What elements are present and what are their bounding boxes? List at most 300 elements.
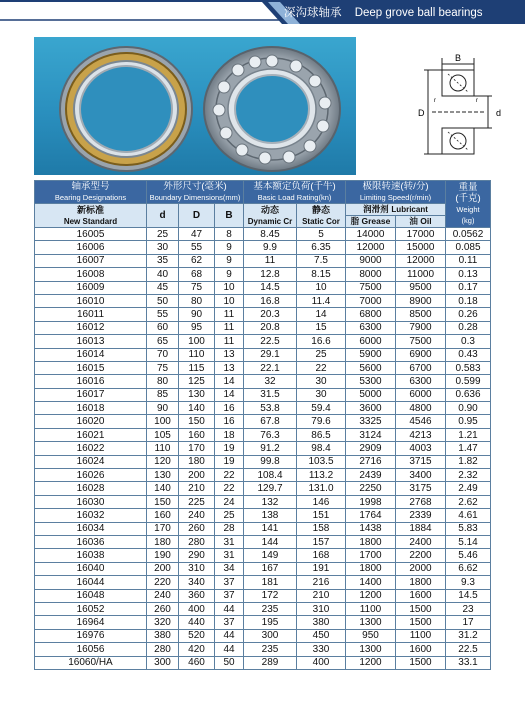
cell-grease-speed: 2909 <box>346 442 396 455</box>
cell-D: 280 <box>179 535 215 548</box>
cell-grease-speed: 1998 <box>346 495 396 508</box>
cell-d: 105 <box>147 428 179 441</box>
table-row <box>35 348 491 361</box>
cell-grease-speed: 1200 <box>346 656 396 669</box>
cell-d: 380 <box>147 629 179 642</box>
cell-B: 22 <box>215 469 244 482</box>
cell-d: 320 <box>147 616 179 629</box>
cell-static-cor: 103.5 <box>297 455 346 468</box>
cell-dynamic-cr: 53.8 <box>244 402 297 415</box>
cell-d: 70 <box>147 348 179 361</box>
cell-d: 260 <box>147 602 179 615</box>
cell-grease-speed: 1100 <box>346 602 396 615</box>
cell-B: 22 <box>215 482 244 495</box>
cell-static-cor: 5 <box>297 228 346 241</box>
table-row <box>35 268 491 281</box>
cell-B: 44 <box>215 629 244 642</box>
table-row <box>35 522 491 535</box>
cell-static-cor: 151 <box>297 509 346 522</box>
cell-B: 13 <box>215 361 244 374</box>
cell-static-cor: 59.4 <box>297 402 346 415</box>
cell-designation: 16013 <box>35 335 147 348</box>
cell-static-cor: 16.6 <box>297 335 346 348</box>
cell-static-cor: 380 <box>297 616 346 629</box>
cell-d: 85 <box>147 388 179 401</box>
cell-dynamic-cr: 195 <box>244 616 297 629</box>
cell-grease-speed: 6000 <box>346 335 396 348</box>
cell-static-cor: 6.35 <box>297 241 346 254</box>
cell-grease-speed: 950 <box>346 629 396 642</box>
cell-weight: 0.0562 <box>446 228 491 241</box>
cell-D: 360 <box>179 589 215 602</box>
cell-weight: 0.26 <box>446 308 491 321</box>
cell-grease-speed: 1700 <box>346 549 396 562</box>
cell-oil-speed: 2000 <box>396 562 446 575</box>
cell-designation: 16976 <box>35 629 147 642</box>
col-d-header: d <box>147 204 179 228</box>
cell-weight: 0.636 <box>446 388 491 401</box>
cell-B: 50 <box>215 656 244 669</box>
cell-designation: 16014 <box>35 348 147 361</box>
cell-d: 100 <box>147 415 179 428</box>
cell-d: 60 <box>147 321 179 334</box>
spec-table-body <box>35 228 491 670</box>
cell-B: 37 <box>215 589 244 602</box>
cell-oil-speed: 7900 <box>396 321 446 334</box>
cell-oil-speed: 3175 <box>396 482 446 495</box>
cell-grease-speed: 1800 <box>346 535 396 548</box>
cell-dynamic-cr: 235 <box>244 602 297 615</box>
col-static-header <box>297 204 346 228</box>
cell-grease-speed: 3325 <box>346 415 396 428</box>
cell-grease-speed: 2439 <box>346 469 396 482</box>
cell-designation: 16056 <box>35 643 147 656</box>
cell-d: 35 <box>147 254 179 267</box>
cell-weight: 5.14 <box>446 535 491 548</box>
cell-oil-speed: 12000 <box>396 254 446 267</box>
cell-weight: 14.5 <box>446 589 491 602</box>
header-title-cn: 深沟球轴承 <box>284 7 342 19</box>
cell-dynamic-cr: 129.7 <box>244 482 297 495</box>
table-row <box>35 361 491 374</box>
col-weight-header <box>446 181 491 228</box>
cell-dynamic-cr: 22.1 <box>244 361 297 374</box>
cell-D: 180 <box>179 455 215 468</box>
cell-D: 130 <box>179 388 215 401</box>
cell-d: 110 <box>147 442 179 455</box>
cell-oil-speed: 2200 <box>396 549 446 562</box>
col-load-header <box>244 181 346 204</box>
cell-oil-speed: 6900 <box>396 348 446 361</box>
cell-designation: 16024 <box>35 455 147 468</box>
table-row <box>35 415 491 428</box>
table-row <box>35 589 491 602</box>
cell-d: 120 <box>147 455 179 468</box>
cell-designation: 16017 <box>35 388 147 401</box>
cell-d: 55 <box>147 308 179 321</box>
cell-d: 130 <box>147 469 179 482</box>
cell-designation: 16016 <box>35 375 147 388</box>
cell-oil-speed: 1600 <box>396 643 446 656</box>
lubricant-header-cn: 润滑剂 <box>363 204 389 214</box>
cell-D: 460 <box>179 656 215 669</box>
cell-D: 170 <box>179 442 215 455</box>
cell-d: 75 <box>147 361 179 374</box>
cell-dynamic-cr: 172 <box>244 589 297 602</box>
cell-D: 95 <box>179 321 215 334</box>
cell-static-cor: 86.5 <box>297 428 346 441</box>
cell-dynamic-cr: 11 <box>244 254 297 267</box>
table-row <box>35 602 491 615</box>
cell-D: 210 <box>179 482 215 495</box>
cell-designation: 16021 <box>35 428 147 441</box>
cell-D: 400 <box>179 602 215 615</box>
cross-section-art <box>412 52 512 172</box>
cell-weight: 17 <box>446 616 491 629</box>
cell-static-cor: 25 <box>297 348 346 361</box>
dynamic-header-en: Dynamic Cr <box>247 216 293 226</box>
cell-weight: 0.90 <box>446 402 491 415</box>
load-header-cn: 基本额定负荷(千牛) <box>253 181 336 192</box>
cell-static-cor: 98.4 <box>297 442 346 455</box>
cell-dynamic-cr: 29.1 <box>244 348 297 361</box>
table-row <box>35 442 491 455</box>
cell-weight: 2.62 <box>446 495 491 508</box>
lubricant-header-en: Lubricant <box>391 205 428 214</box>
cell-oil-speed: 1600 <box>396 589 446 602</box>
speed-header-cn: 极限转速(转/分) <box>362 181 429 192</box>
cell-static-cor: 79.6 <box>297 415 346 428</box>
cell-B: 37 <box>215 616 244 629</box>
cell-B: 9 <box>215 254 244 267</box>
cell-oil-speed: 6000 <box>396 388 446 401</box>
cell-B: 18 <box>215 428 244 441</box>
cell-weight: 0.583 <box>446 361 491 374</box>
cell-oil-speed: 9500 <box>396 281 446 294</box>
cell-static-cor: 14 <box>297 308 346 321</box>
cell-d: 170 <box>147 522 179 535</box>
cell-oil-speed: 1500 <box>396 602 446 615</box>
cell-oil-speed: 11000 <box>396 268 446 281</box>
cell-weight: 9.3 <box>446 576 491 589</box>
cell-static-cor: 30 <box>297 388 346 401</box>
static-header-cn: 静态 <box>311 204 330 215</box>
cell-d: 25 <box>147 228 179 241</box>
cell-D: 420 <box>179 643 215 656</box>
cell-static-cor: 168 <box>297 549 346 562</box>
cell-D: 75 <box>179 281 215 294</box>
cell-static-cor: 131.0 <box>297 482 346 495</box>
cell-dynamic-cr: 16.8 <box>244 294 297 307</box>
cell-D: 62 <box>179 254 215 267</box>
cell-B: 14 <box>215 375 244 388</box>
cell-static-cor: 400 <box>297 656 346 669</box>
cell-oil-speed: 2339 <box>396 509 446 522</box>
cell-designation: 16006 <box>35 241 147 254</box>
table-row <box>35 375 491 388</box>
cell-dynamic-cr: 167 <box>244 562 297 575</box>
cell-dynamic-cr: 76.3 <box>244 428 297 441</box>
cell-oil-speed: 4546 <box>396 415 446 428</box>
cell-dynamic-cr: 144 <box>244 535 297 548</box>
cell-grease-speed: 1400 <box>346 576 396 589</box>
cell-B: 16 <box>215 402 244 415</box>
cell-grease-speed: 1800 <box>346 562 396 575</box>
cell-grease-speed: 3124 <box>346 428 396 441</box>
col-boundary-header <box>147 181 244 204</box>
cell-static-cor: 216 <box>297 576 346 589</box>
cell-dynamic-cr: 300 <box>244 629 297 642</box>
cell-D: 150 <box>179 415 215 428</box>
cell-dynamic-cr: 99.8 <box>244 455 297 468</box>
cell-D: 290 <box>179 549 215 562</box>
designation-header-cn: 轴承型号 <box>71 181 110 192</box>
cell-B: 10 <box>215 281 244 294</box>
cell-weight: 0.13 <box>446 268 491 281</box>
table-row <box>35 535 491 548</box>
cell-static-cor: 450 <box>297 629 346 642</box>
static-header-en: Static Cor <box>302 216 340 226</box>
cell-oil-speed: 1500 <box>396 616 446 629</box>
col-B-header: B <box>215 204 244 228</box>
table-row <box>35 308 491 321</box>
cell-designation: 16020 <box>35 415 147 428</box>
table-row <box>35 469 491 482</box>
cell-designation: 16009 <box>35 281 147 294</box>
cell-B: 11 <box>215 308 244 321</box>
label-outer-diameter: D <box>418 108 425 118</box>
cell-grease-speed: 7500 <box>346 281 396 294</box>
cell-static-cor: 30 <box>297 375 346 388</box>
cell-static-cor: 10 <box>297 281 346 294</box>
label-width-b: B <box>454 53 462 63</box>
cell-grease-speed: 2716 <box>346 455 396 468</box>
cell-D: 55 <box>179 241 215 254</box>
cell-weight: 0.11 <box>446 254 491 267</box>
cell-D: 90 <box>179 308 215 321</box>
cell-weight: 1.21 <box>446 428 491 441</box>
cell-d: 140 <box>147 482 179 495</box>
cell-weight: 5.46 <box>446 549 491 562</box>
cell-designation: 16026 <box>35 469 147 482</box>
cross-section-diagram <box>412 52 512 172</box>
cell-D: 520 <box>179 629 215 642</box>
cell-oil-speed: 1800 <box>396 576 446 589</box>
cell-designation: 16038 <box>35 549 147 562</box>
boundary-header-en: Boundary Dimensions(mm) <box>149 193 241 202</box>
cell-D: 110 <box>179 348 215 361</box>
bearing-photo-art <box>34 37 356 175</box>
col-designation-header <box>35 181 147 204</box>
cell-oil-speed: 8500 <box>396 308 446 321</box>
cell-D: 200 <box>179 469 215 482</box>
cell-grease-speed: 5300 <box>346 375 396 388</box>
cell-static-cor: 157 <box>297 535 346 548</box>
cell-B: 9 <box>215 241 244 254</box>
cell-designation: 16010 <box>35 294 147 307</box>
cell-grease-speed: 14000 <box>346 228 396 241</box>
table-row <box>35 388 491 401</box>
col-dynamic-header <box>244 204 297 228</box>
cell-designation: 16036 <box>35 535 147 548</box>
cell-d: 90 <box>147 402 179 415</box>
bearing-photo <box>34 37 356 175</box>
header-title <box>284 4 483 20</box>
cell-dynamic-cr: 20.3 <box>244 308 297 321</box>
col-grease-header: 脂 Grease <box>346 216 396 228</box>
cell-d: 50 <box>147 294 179 307</box>
cell-dynamic-cr: 289 <box>244 656 297 669</box>
cell-static-cor: 7.5 <box>297 254 346 267</box>
cell-oil-speed: 8900 <box>396 294 446 307</box>
cell-static-cor: 146 <box>297 495 346 508</box>
cell-D: 125 <box>179 375 215 388</box>
cell-grease-speed: 5900 <box>346 348 396 361</box>
cell-grease-speed: 12000 <box>346 241 396 254</box>
cell-dynamic-cr: 132 <box>244 495 297 508</box>
cell-oil-speed: 2768 <box>396 495 446 508</box>
cell-weight: 4.61 <box>446 509 491 522</box>
cell-d: 180 <box>147 535 179 548</box>
cell-static-cor: 8.15 <box>297 268 346 281</box>
cell-grease-speed: 7000 <box>346 294 396 307</box>
col-new-standard-header <box>35 204 147 228</box>
table-row <box>35 241 491 254</box>
cell-grease-speed: 6300 <box>346 321 396 334</box>
cell-D: 340 <box>179 576 215 589</box>
col-lubricant-header <box>346 204 446 216</box>
cell-weight: 0.43 <box>446 348 491 361</box>
cell-B: 9 <box>215 268 244 281</box>
cell-dynamic-cr: 67.8 <box>244 415 297 428</box>
cell-weight: 0.3 <box>446 335 491 348</box>
table-row <box>35 482 491 495</box>
cell-D: 47 <box>179 228 215 241</box>
cell-oil-speed: 6700 <box>396 361 446 374</box>
cell-B: 44 <box>215 643 244 656</box>
cell-oil-speed: 4003 <box>396 442 446 455</box>
cell-grease-speed: 6800 <box>346 308 396 321</box>
cell-B: 31 <box>215 549 244 562</box>
cell-weight: 23 <box>446 602 491 615</box>
cell-dynamic-cr: 91.2 <box>244 442 297 455</box>
cell-D: 440 <box>179 616 215 629</box>
cell-weight: 0.28 <box>446 321 491 334</box>
cell-designation: 16011 <box>35 308 147 321</box>
table-row <box>35 455 491 468</box>
cell-designation: 16028 <box>35 482 147 495</box>
new-standard-cn: 新标准 <box>76 204 104 215</box>
col-oil-header: 油 Oil <box>396 216 446 228</box>
cell-B: 8 <box>215 228 244 241</box>
cell-dynamic-cr: 9.9 <box>244 241 297 254</box>
cell-grease-speed: 1438 <box>346 522 396 535</box>
label-inner-diameter: d <box>496 108 502 118</box>
cell-B: 10 <box>215 294 244 307</box>
cell-D: 260 <box>179 522 215 535</box>
cell-dynamic-cr: 14.5 <box>244 281 297 294</box>
cell-B: 11 <box>215 335 244 348</box>
cell-oil-speed: 6300 <box>396 375 446 388</box>
cell-designation: 16040 <box>35 562 147 575</box>
table-row <box>35 509 491 522</box>
cell-oil-speed: 7500 <box>396 335 446 348</box>
cell-designation: 16030 <box>35 495 147 508</box>
cell-grease-speed: 8000 <box>346 268 396 281</box>
cell-designation: 16060/HA <box>35 656 147 669</box>
table-row <box>35 294 491 307</box>
cell-weight: 2.49 <box>446 482 491 495</box>
cell-static-cor: 15 <box>297 321 346 334</box>
cell-oil-speed: 3715 <box>396 455 446 468</box>
cell-D: 80 <box>179 294 215 307</box>
cell-weight: 22.5 <box>446 643 491 656</box>
cell-grease-speed: 1300 <box>346 616 396 629</box>
table-row <box>35 576 491 589</box>
cell-dynamic-cr: 22.5 <box>244 335 297 348</box>
cell-weight: 0.18 <box>446 294 491 307</box>
cell-designation: 16044 <box>35 576 147 589</box>
cell-oil-speed: 1100 <box>396 629 446 642</box>
cell-weight: 33.1 <box>446 656 491 669</box>
cell-dynamic-cr: 31.5 <box>244 388 297 401</box>
cell-designation: 16964 <box>35 616 147 629</box>
cell-dynamic-cr: 8.45 <box>244 228 297 241</box>
cell-d: 240 <box>147 589 179 602</box>
cell-B: 24 <box>215 495 244 508</box>
cell-designation: 16022 <box>35 442 147 455</box>
cell-grease-speed: 3600 <box>346 402 396 415</box>
cell-designation: 16048 <box>35 589 147 602</box>
cell-d: 160 <box>147 509 179 522</box>
cell-static-cor: 158 <box>297 522 346 535</box>
cell-dynamic-cr: 141 <box>244 522 297 535</box>
dynamic-header-cn: 动态 <box>260 204 279 215</box>
cell-d: 220 <box>147 576 179 589</box>
cell-d: 150 <box>147 495 179 508</box>
cell-d: 45 <box>147 281 179 294</box>
header-title-en: Deep grove ball bearings <box>354 7 483 19</box>
table-row <box>35 549 491 562</box>
cell-B: 37 <box>215 576 244 589</box>
speed-header-en: Limiting Speed(r/min) <box>359 193 432 202</box>
label-radius-2: r <box>476 98 478 104</box>
table-row <box>35 616 491 629</box>
cell-oil-speed: 17000 <box>396 228 446 241</box>
cell-D: 100 <box>179 335 215 348</box>
table-row <box>35 562 491 575</box>
cell-designation: 16034 <box>35 522 147 535</box>
cell-d: 280 <box>147 643 179 656</box>
cell-static-cor: 310 <box>297 602 346 615</box>
cell-designation: 16018 <box>35 402 147 415</box>
cell-weight: 1.82 <box>446 455 491 468</box>
table-row <box>35 656 491 669</box>
table-row <box>35 321 491 334</box>
cell-d: 190 <box>147 549 179 562</box>
cell-grease-speed: 1300 <box>346 643 396 656</box>
cell-dynamic-cr: 235 <box>244 643 297 656</box>
cell-weight: 31.2 <box>446 629 491 642</box>
cell-weight: 2.32 <box>446 469 491 482</box>
cell-static-cor: 11.4 <box>297 294 346 307</box>
cell-static-cor: 330 <box>297 643 346 656</box>
cell-B: 16 <box>215 415 244 428</box>
cell-weight: 0.17 <box>446 281 491 294</box>
cell-B: 14 <box>215 388 244 401</box>
cell-D: 115 <box>179 361 215 374</box>
cell-grease-speed: 1200 <box>346 589 396 602</box>
